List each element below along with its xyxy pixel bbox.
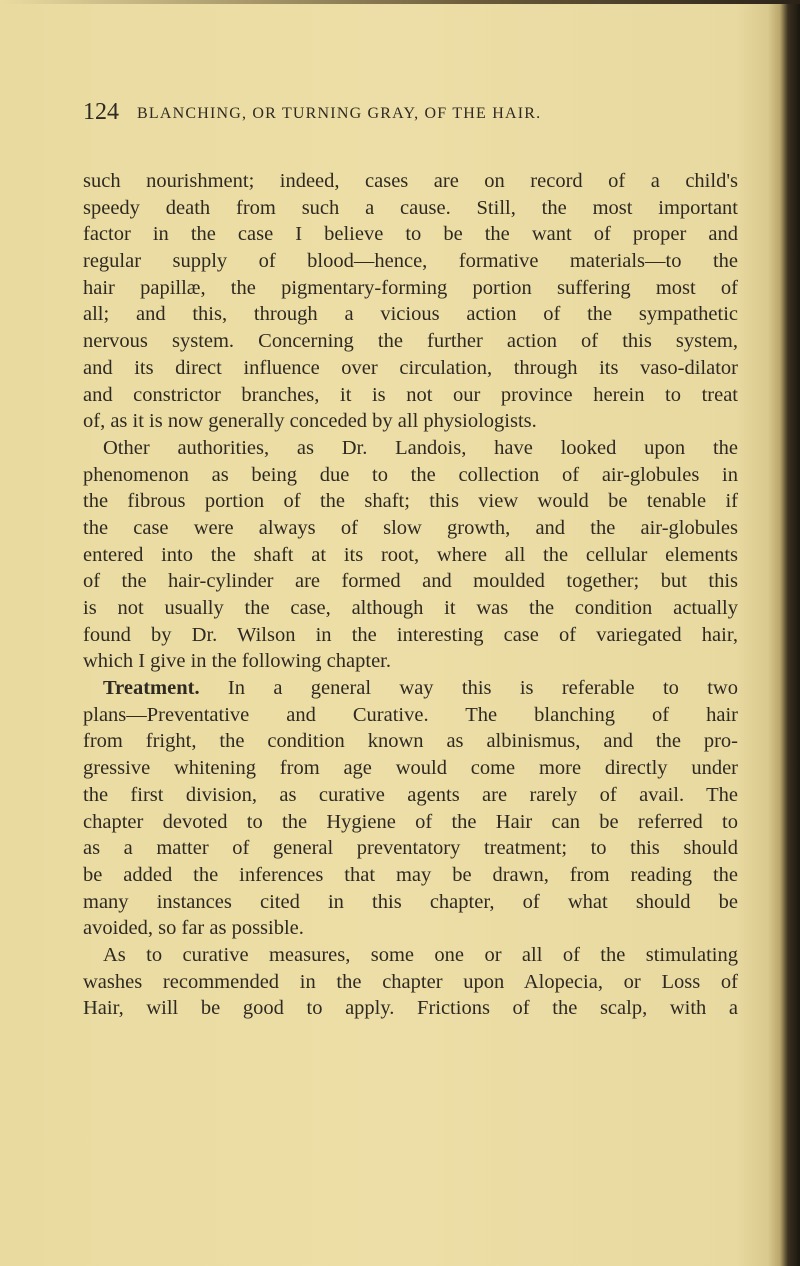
running-title: BLANCHING, OR TURNING GRAY, OF THE HAIR. (137, 105, 542, 122)
text-line: the case were always of slow growth, and the air-globules (83, 516, 738, 539)
page-top-edge (0, 0, 800, 4)
text-line: phenomenon as being due to the collection of air-globules in (83, 463, 738, 486)
text-line: gressive whitening from age would come more directly under (83, 757, 738, 780)
text-line: such nourishment; indeed, cases are on record of a child's (83, 170, 738, 192)
text-line: hair papillæ, the pigmentary-forming portion suffering most of (83, 276, 738, 299)
text-line: and constrictor branches, it is not our province herein to treat (83, 383, 738, 406)
text-line: plans—Preventative and Curative. The blanching of hair (83, 703, 738, 726)
text-line: Hair, will be good to apply. Frictions of the scalp, with a (83, 997, 738, 1020)
text-line: chapter devoted to the Hygiene of the Hair can be referred to (83, 810, 738, 833)
text-line: nervous system. Concerning the further action of this system, (83, 330, 738, 353)
text-line: found by Dr. Wilson in the interesting case of variegated hair, (83, 623, 738, 646)
text-line: which I give in the following chapter. (83, 650, 391, 673)
body-text (83, 168, 738, 1022)
text-line: is not usually the case, although it was the condition actually (83, 597, 738, 619)
text-line: washes recommended in the chapter upon Alopecia, or Loss of (83, 970, 738, 993)
treatment-heading: Treatment. (103, 677, 200, 700)
text-line: factor in the case I believe to be the want of proper and (83, 223, 738, 246)
text-line: be added the inferences that may be drawn, from reading the (83, 863, 738, 886)
text-line: avoided, so far as possible. (83, 917, 304, 940)
text-line: As to curative measures, some one or all of the stimulating (103, 943, 738, 966)
text-line: from fright, the condition known as albinismus, and the pro- (83, 730, 738, 753)
text-line: the first division, as curative agents are rarely of avail. The (83, 783, 738, 806)
text-line: speedy death from such a cause. Still, the most important (83, 196, 738, 219)
text-line: Other authorities, as Dr. Landois, have looked upon the (103, 436, 738, 459)
page-number: 124 (83, 99, 119, 125)
text-line: regular supply of blood—hence, formative materials—to the (83, 250, 738, 273)
text-line: entered into the shaft at its root, where all the cellular elements (83, 543, 738, 566)
text-line: many instances cited in this chapter, of what should be (83, 890, 738, 913)
text-line: and its direct influence over circulation, through its vaso-dilator (83, 356, 738, 379)
text-line: as a matter of general preventatory treatment; to this should (83, 837, 738, 860)
text-line: the fibrous portion of the shaft; this view would be tenable if (83, 490, 738, 513)
text-line (83, 675, 738, 702)
text-span: In a general way this is referable to two (227, 677, 738, 700)
page-header (83, 99, 743, 129)
text-line: all; and this, through a vicious action of the sympathetic (83, 303, 738, 326)
text-line: of the hair-cylinder are formed and moulded together; but this (83, 570, 738, 593)
text-line: of, as it is now generally conceded by all physiologists. (83, 410, 537, 433)
